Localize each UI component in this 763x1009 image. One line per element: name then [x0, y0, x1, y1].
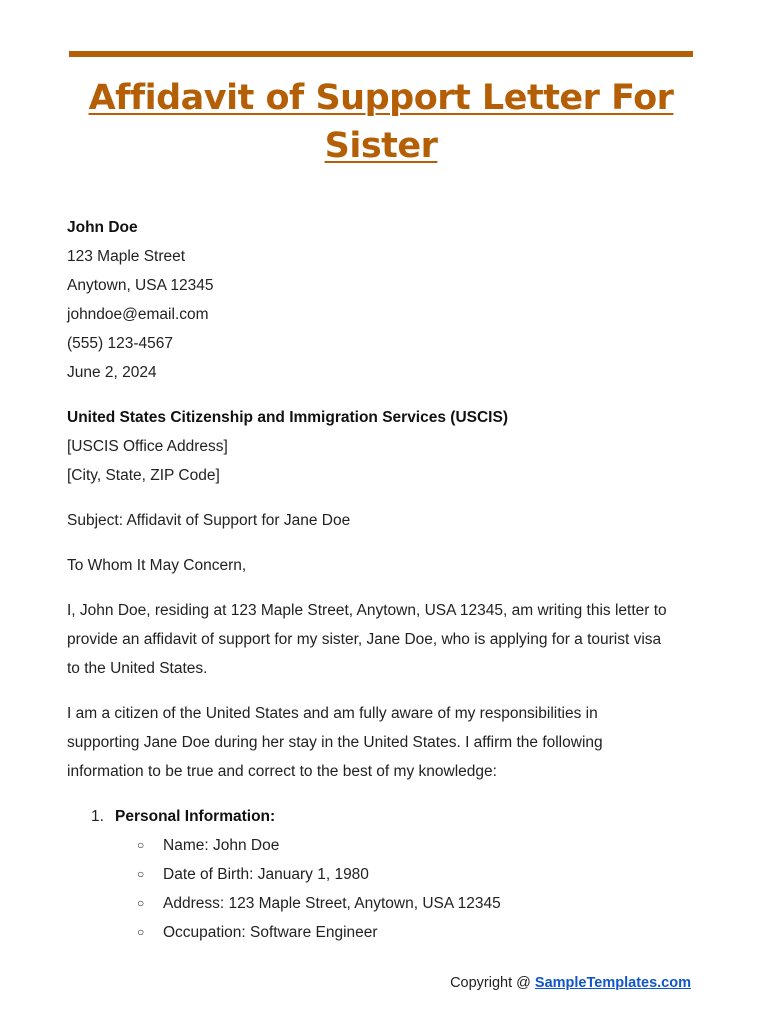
letter-body — [67, 213, 697, 947]
sender-email: johndoe@email.com — [67, 306, 209, 323]
list-item-personal-information — [67, 802, 697, 947]
sender-name: John Doe — [67, 219, 138, 236]
recipient-block — [67, 403, 697, 490]
sender-street: 123 Maple Street — [67, 248, 186, 265]
title-line-2: Sister — [324, 126, 438, 166]
sender-phone: (555) 123-4567 — [67, 335, 173, 352]
paragraph-affirmation-line: supporting Jane Doe during her stay in the United States. I affirm the following — [67, 734, 603, 751]
copyright-footer — [450, 973, 691, 993]
top-divider — [69, 51, 693, 57]
recipient-address: [USCIS Office Address] — [67, 438, 228, 455]
personal-info-address: Address: 123 Maple Street, Anytown, USA 12345 — [163, 895, 501, 912]
personal-info-occupation: Occupation: Software Engineer — [163, 924, 378, 941]
recipient-name: United States Citizenship and Immigration Services (USCIS) — [67, 409, 508, 426]
page-title — [69, 74, 693, 170]
copyright-prefix: Copyright @ — [450, 975, 535, 991]
paragraph-intro-line: to the United States. — [67, 660, 208, 677]
personal-info-dob: Date of Birth: January 1, 1980 — [163, 866, 369, 883]
hollow-circle-bullet-icon: ○ — [137, 867, 145, 881]
title-line-1: Affidavit of Support Letter For — [88, 78, 674, 118]
list-item — [115, 918, 697, 947]
hollow-circle-bullet-icon: ○ — [137, 896, 145, 910]
paragraph-intro-line: I, John Doe, residing at 123 Maple Street, Anytown, USA 12345, am writing this letter to — [67, 602, 667, 619]
hollow-circle-bullet-icon: ○ — [137, 838, 145, 852]
sampletemplates-link[interactable]: SampleTemplates.com — [534, 975, 691, 991]
info-list — [67, 802, 697, 947]
paragraph-affirmation-line: information to be true and correct to the best of my knowledge: — [67, 763, 497, 780]
personal-information-sublist — [115, 831, 697, 947]
list-item — [115, 889, 697, 918]
list-number: 1. — [91, 808, 104, 825]
salutation: To Whom It May Concern, — [67, 557, 247, 574]
sender-city: Anytown, USA 12345 — [67, 277, 214, 294]
sender-block — [67, 213, 697, 387]
paragraph-affirmation-line: I am a citizen of the United States and am fully aware of my responsibilities in — [67, 705, 598, 722]
list-item — [115, 831, 697, 860]
subject-line: Subject: Affidavit of Support for Jane Doe — [67, 512, 351, 529]
paragraph-intro — [67, 596, 697, 683]
hollow-circle-bullet-icon: ○ — [137, 925, 145, 939]
recipient-city: [City, State, ZIP Code] — [67, 467, 220, 484]
list-heading: Personal Information: — [115, 808, 276, 825]
paragraph-affirmation — [67, 699, 697, 786]
personal-info-name: Name: John Doe — [163, 837, 280, 854]
list-item — [115, 860, 697, 889]
letter-date: June 2, 2024 — [67, 364, 157, 381]
paragraph-intro-line: provide an affidavit of support for my sister, Jane Doe, who is applying for a tourist visa — [67, 631, 662, 648]
